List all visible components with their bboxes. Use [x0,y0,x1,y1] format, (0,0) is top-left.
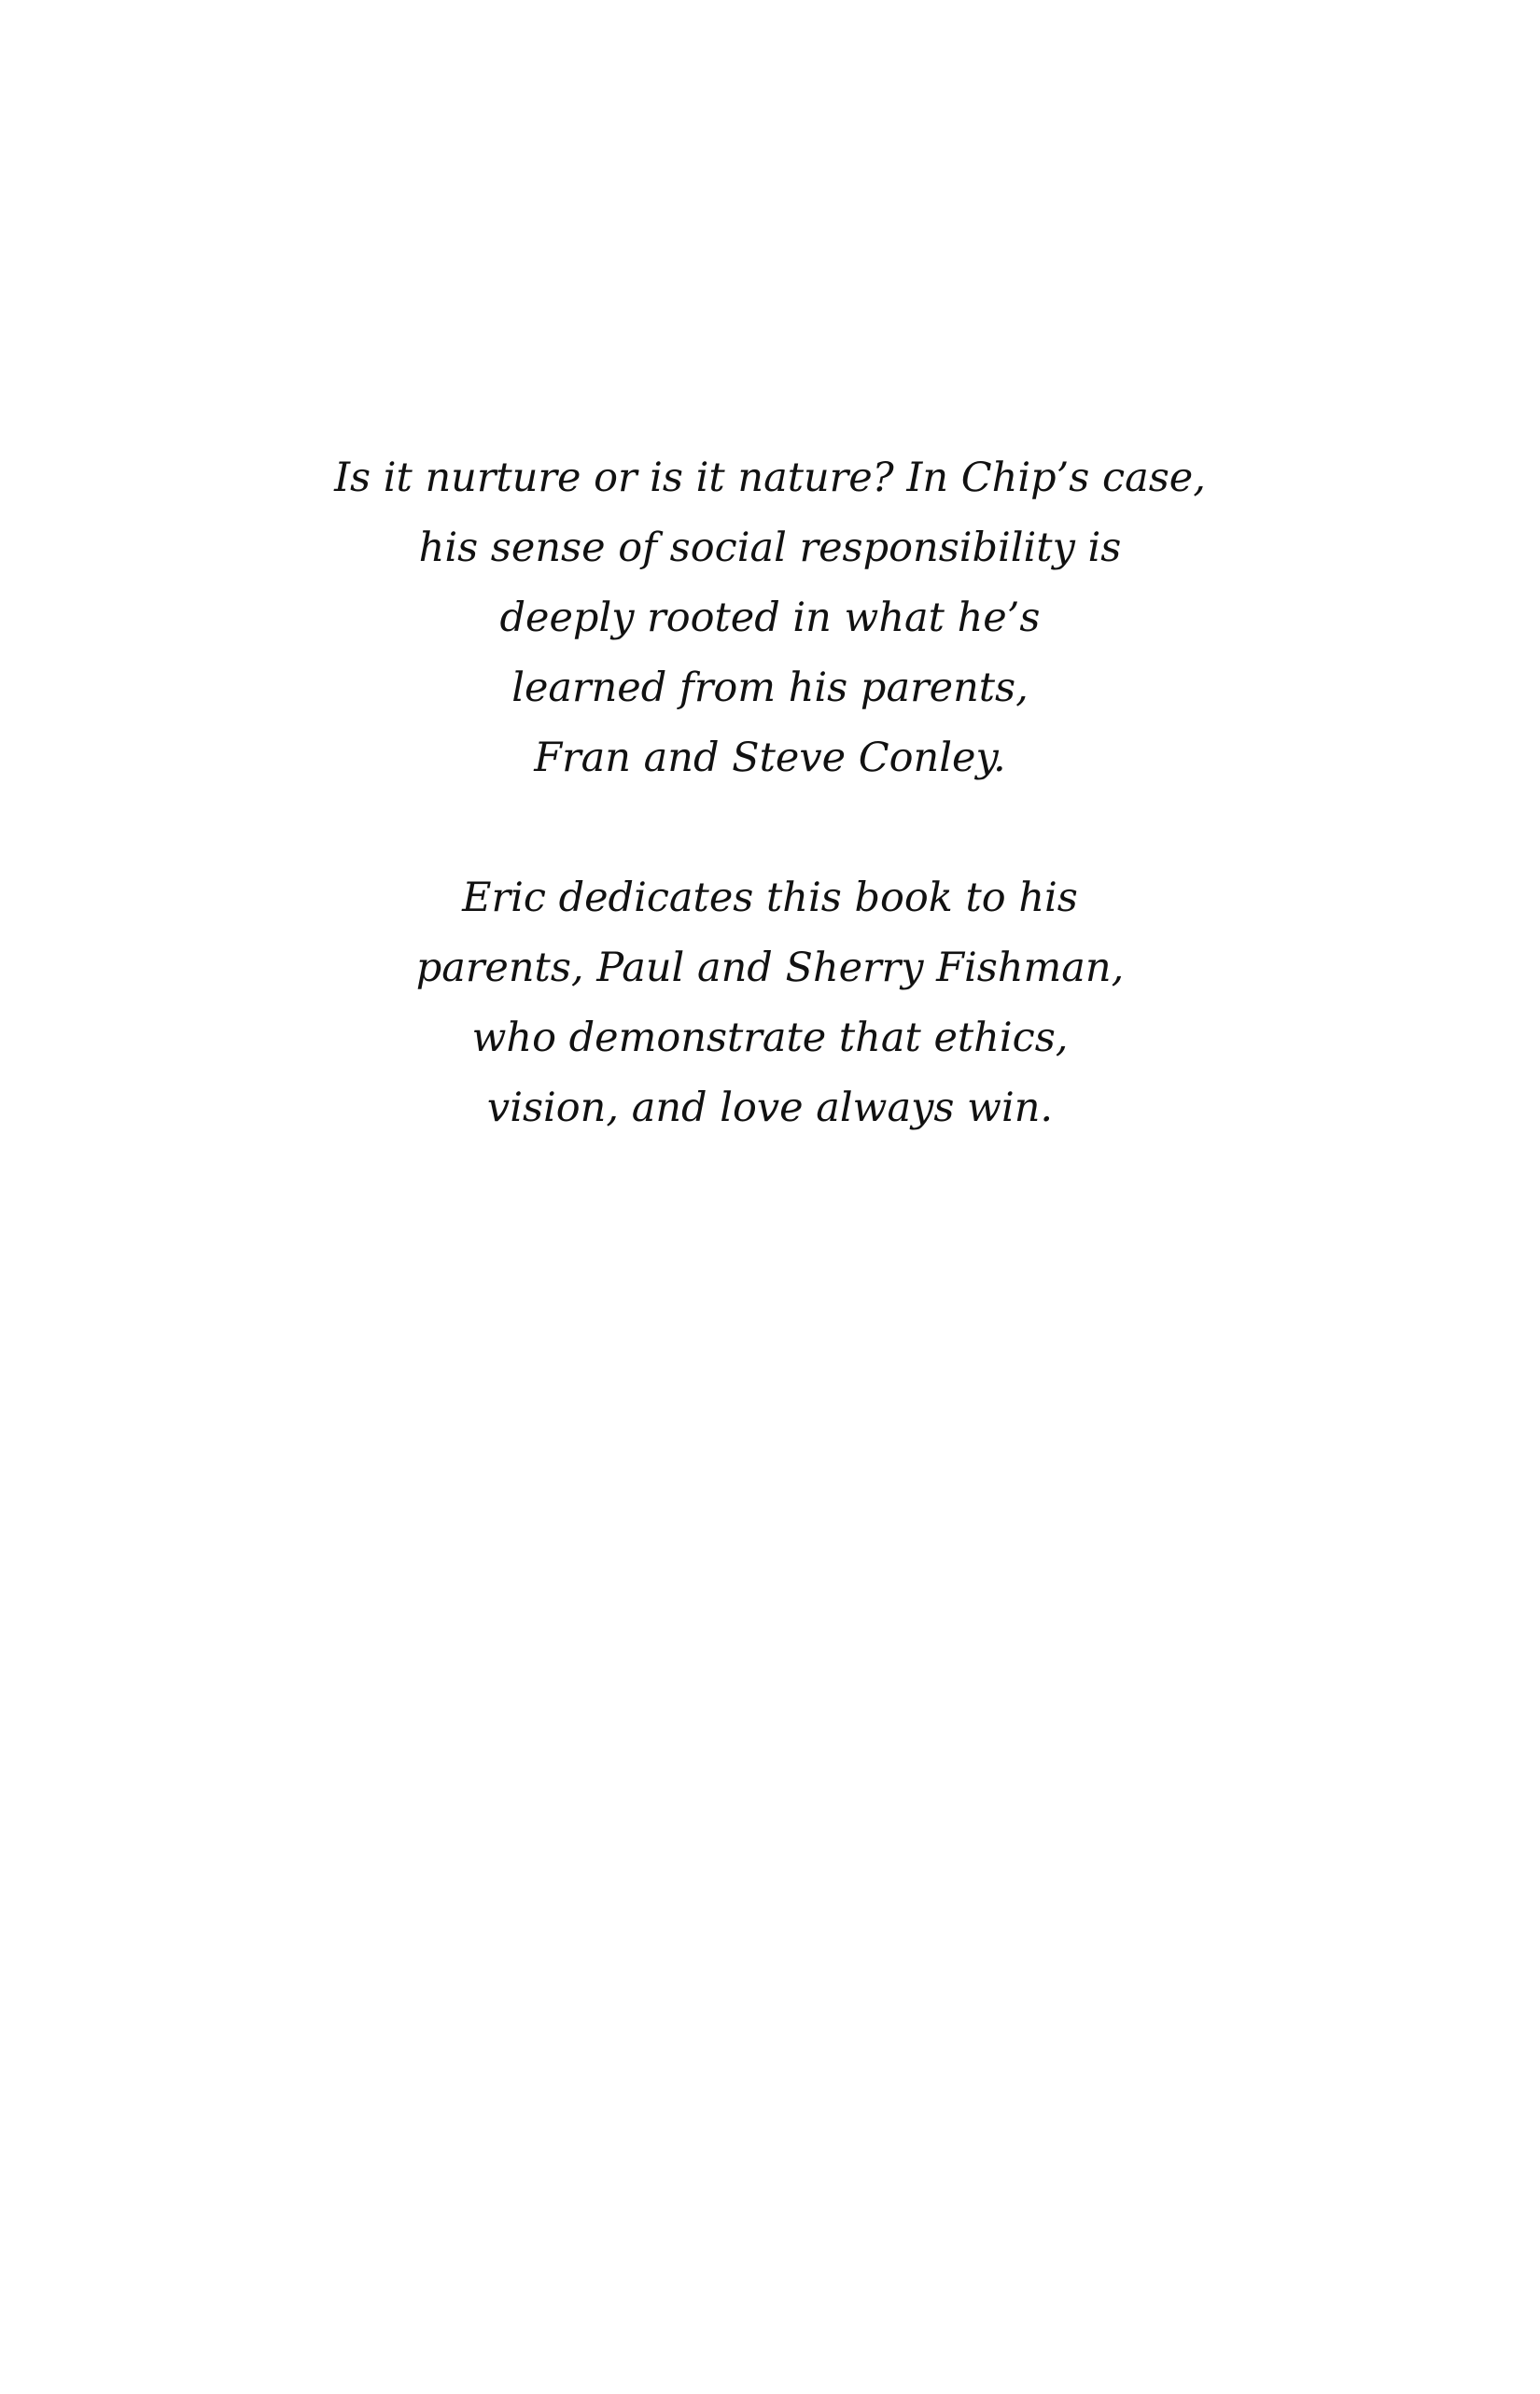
dedication-line: who demonstrate that ethics, [471,1015,1069,1061]
dedication-line: learned from his parents, [511,665,1029,711]
dedication-line: parents, Paul and Sherry Fishman, [415,945,1125,991]
dedication-line: vision, and love always win. [486,1085,1054,1131]
dedication-line: his sense of social responsibility is [418,525,1122,571]
dedication-line: Fran and Steve Conley. [534,735,1006,781]
dedication-line: deeply rooted in what he’s [499,595,1041,641]
dedication-line: Eric dedicates this book to his [462,875,1078,921]
dedication-first-paragraph [0,443,1540,793]
dedication-second-paragraph [0,863,1540,1143]
dedication-line: Is it nurture or is it nature? In Chip’s case, [334,455,1206,501]
